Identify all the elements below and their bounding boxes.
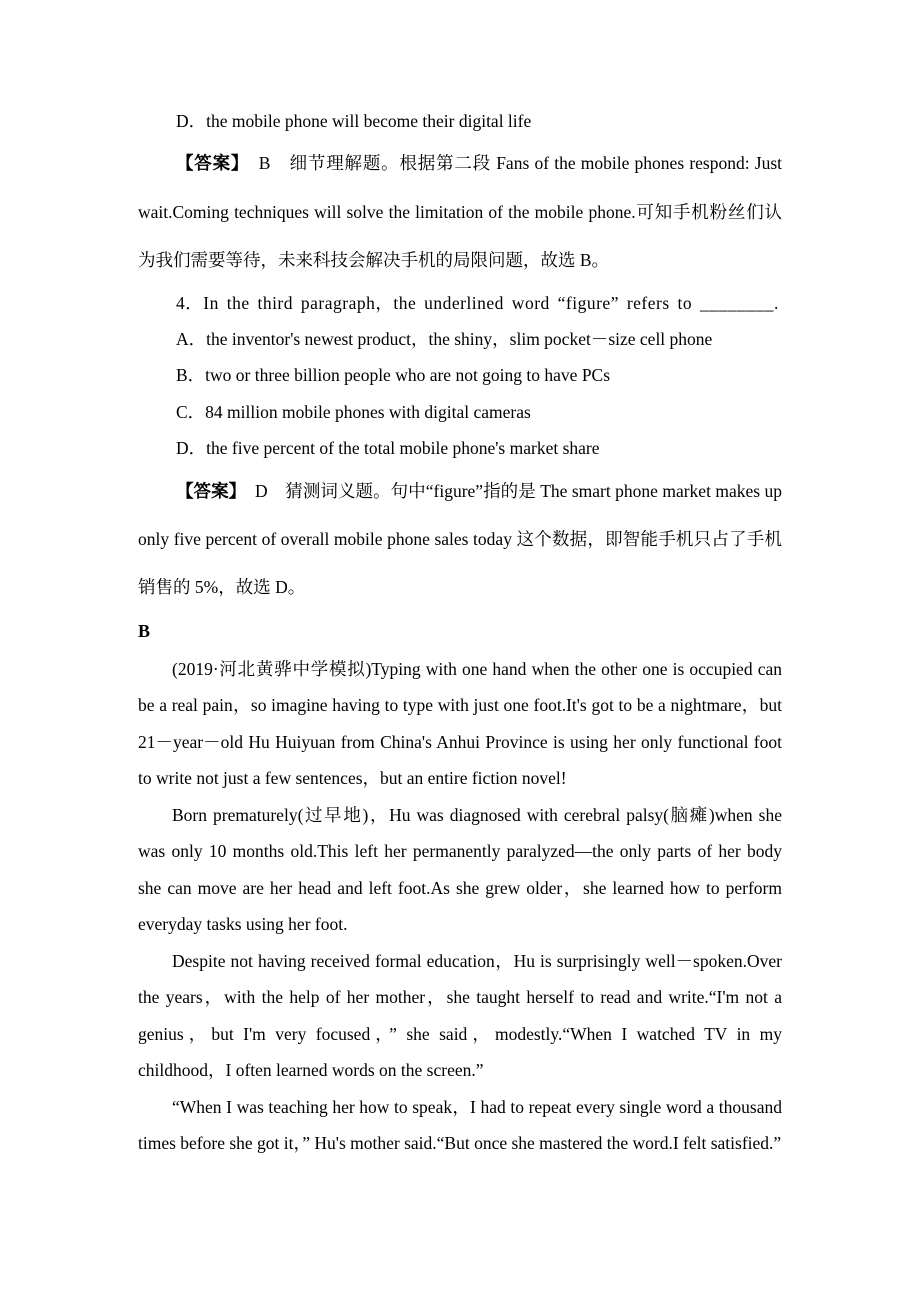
passage-section-label: B [138, 620, 151, 641]
option-q4-a: A．the inventor's newest product，the shiny，slim pocket－size cell phone [176, 329, 713, 350]
passage-paragraph-3: Despite not having received formal education，Hu is surprisingly well－spoken.Over the years，with the help of her mother，she taught herself to read and write.“I'm not a genius，but I'm very focused，” she said，modestly.“When I watched TV in my childhood，I often learned words on the screen.” [138, 950, 782, 1081]
answer-explanation-q4 [138, 467, 782, 612]
answer-explanation-q3 [138, 139, 782, 284]
option-q4-d: D．the five percent of the total mobile phone's market share [176, 438, 600, 459]
answer-label: 【答案】 [176, 480, 238, 501]
passage-paragraph-4: “When I was teaching her how to speak，I had to repeat every single word a thousand times before she got it，” Hu's mother said.“But once she mastered the word.I felt satisfied.” [138, 1096, 782, 1154]
option-q4-c: C．84 million mobile phones with digital cameras [176, 401, 531, 422]
answer-text: D 猜测词义题。句中“figure”指的是 The smart phone market makes up only five percent of overall mobile phone sales today 这个数据，即智能手机只占了手机销售的 5%，故选 D。 [138, 480, 783, 598]
question-4: 4．In the third paragraph，the underlined word “figure” refers to ________. [176, 292, 779, 313]
option-q4-b: B．two or three billion people who are not going to have PCs [176, 365, 611, 386]
answer-text: B 细节理解题。根据第二段 Fans of the mobile phones respond: Just wait.Coming techniques will solve the limitation of the mobile phone.可知手机粉丝们认为我们需要等待，未来科技会解决手机的局限问题，故选 B。 [138, 153, 783, 271]
passage-paragraph-2: Born prematurely(过早地)，Hu was diagnosed with cerebral palsy(脑瘫)when she was only 10 months old.This left her permanently paralyzed—the only parts of her body she can move are her head and left foot.As she grew older，she learned how to perform everyday tasks using her foot. [138, 804, 782, 935]
option-line-q3-d: D．the mobile phone will become their digital life [176, 111, 532, 131]
passage-paragraph-1: (2019·河北黄骅中学模拟)Typing with one hand when the other one is occupied can be a real pain，so imagine having to type with just one foot.It's got to be a nightmare，but 21－year－old Hu Huiyuan from China's Anhui Province is using her only functional foot to write not just a few sentences，but an entire fiction novel! [138, 658, 782, 789]
answer-label: 【答案】 [176, 153, 241, 174]
